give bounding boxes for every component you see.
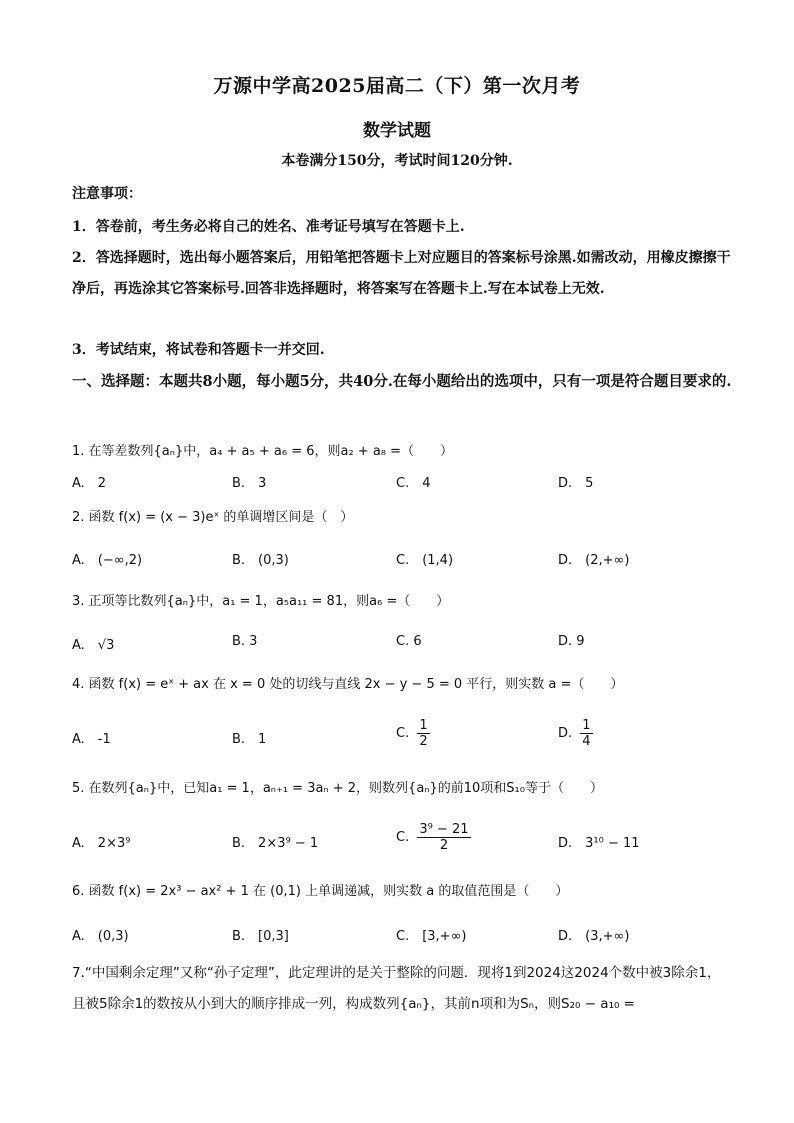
question-4-stem: 4. 函数 f(x) = eˣ + ax 在 x = 0 处的切线与直线 2x − y − 5 = 0 平行，则实数 a =（ ） xyxy=(72,677,624,692)
option-c-label: C. xyxy=(396,726,410,741)
note-item-1: 1．答卷前，考生务必将自己的姓名、准考证号填写在答题卡上. xyxy=(72,219,465,235)
option-c[interactable]: C. 4 xyxy=(396,476,431,491)
option-c[interactable] xyxy=(396,718,430,749)
fraction xyxy=(580,718,592,749)
option-b[interactable]: B. [0,3] xyxy=(232,929,289,944)
numerator: 1 xyxy=(582,718,591,733)
numerator: 3⁹ − 21 xyxy=(419,822,469,837)
option-b[interactable]: B. 1 xyxy=(232,732,267,747)
option-c[interactable]: C. (1,4) xyxy=(396,553,454,568)
note-item-2: 2．答选择题时，选出每小题答案后，用铅笔把答题卡上对应题目的答案标号涂黑.如需改动，用橡皮擦擦干净后，再选涂其它答案标号.回答非选择题时，将答案写在答题卡上.写在本试卷上无效. xyxy=(72,250,731,297)
question-3-options xyxy=(72,634,732,658)
note-item-3: 3．考试结束，将试卷和答题卡一并交回. xyxy=(72,342,325,358)
option-a[interactable]: A. √3 xyxy=(72,638,115,653)
question-5-stem: 5. 在数列{aₙ}中，已知a₁ = 1，aₙ₊₁ = 3aₙ + 2，则数列{aₙ}的前10项和S₁₀等于（ ） xyxy=(72,781,603,796)
fraction xyxy=(417,822,470,853)
option-a[interactable]: A. 2×3⁹ xyxy=(72,836,131,851)
exam-subtitle: 数学试题 xyxy=(363,121,431,141)
option-d[interactable]: D. (2,+∞) xyxy=(558,553,630,568)
option-b[interactable]: B. 3 xyxy=(232,476,267,491)
denominator: 2 xyxy=(419,734,428,749)
option-b[interactable]: B. (0,3) xyxy=(232,553,289,568)
question-6-stem: 6. 函数 f(x) = 2x³ − ax² + 1 在 (0,1) 上单调递减，则实数 a 的取值范围是（ ） xyxy=(72,884,569,899)
exam-meta: 本卷满分150分，考试时间120分钟. xyxy=(281,153,513,169)
option-c[interactable]: C. 6 xyxy=(396,634,422,649)
numerator: 1 xyxy=(419,718,428,733)
question-2-options xyxy=(72,549,732,573)
option-b[interactable]: B. 2×3⁹ − 1 xyxy=(232,836,319,851)
question-3-stem: 3. 正项等比数列{aₙ}中，a₁ = 1，a₅a₁₁ = 81，则a₆ =（ ） xyxy=(72,594,450,609)
question-4-options xyxy=(72,718,732,758)
option-d[interactable]: D. 3¹⁰ − 11 xyxy=(558,836,640,851)
option-d[interactable]: D. 5 xyxy=(558,476,594,491)
question-1-options xyxy=(72,472,732,496)
option-b[interactable]: B. 3 xyxy=(232,634,258,649)
option-a[interactable]: A. -1 xyxy=(72,732,111,747)
option-d[interactable] xyxy=(558,718,593,749)
option-a[interactable]: A. (−∞,2) xyxy=(72,553,143,568)
option-d[interactable]: D. 9 xyxy=(558,634,585,649)
question-2-stem: 2. 函数 f(x) = (x − 3)eˣ 的单调增区间是（ ） xyxy=(72,510,354,525)
question-6-options xyxy=(72,925,732,949)
notes-heading: 注意事项： xyxy=(72,186,142,202)
question-7-stem: 7.“中国剩余定理”又称“孙子定理”，此定理讲的是关于整除的问题．现将1到2024这2024个数中被3除余1，且被5除余1的数按从小到大的顺序排成一列，构成数列{aₙ}，其前n项和为Sₙ，则S₂₀ − a₁₀ = xyxy=(72,965,721,1012)
question-5-options xyxy=(72,822,732,864)
option-a[interactable]: A. (0,3) xyxy=(72,929,129,944)
option-c-label: C. xyxy=(396,830,410,845)
question-1-stem: 1. 在等差数列{aₙ}中，a₄ + a₅ + a₆ = 6，则a₂ + a₈ =（ ） xyxy=(72,444,454,459)
option-a[interactable]: A. 2 xyxy=(72,476,107,491)
option-c[interactable]: C. [3,+∞) xyxy=(396,929,467,944)
option-d-label: D. xyxy=(558,726,573,741)
section-heading: 一、选择题：本题共8小题，每小题5分，共40分.在每小题给出的选项中，只有一项是符合题目要求的. xyxy=(72,373,732,390)
option-d[interactable]: D. (3,+∞) xyxy=(558,929,630,944)
denominator: 2 xyxy=(439,838,449,853)
fraction xyxy=(417,718,429,749)
exam-title: 万源中学高2025届高二（下）第一次月考 xyxy=(213,75,581,97)
denominator: 4 xyxy=(582,734,591,749)
option-c[interactable] xyxy=(396,822,471,853)
